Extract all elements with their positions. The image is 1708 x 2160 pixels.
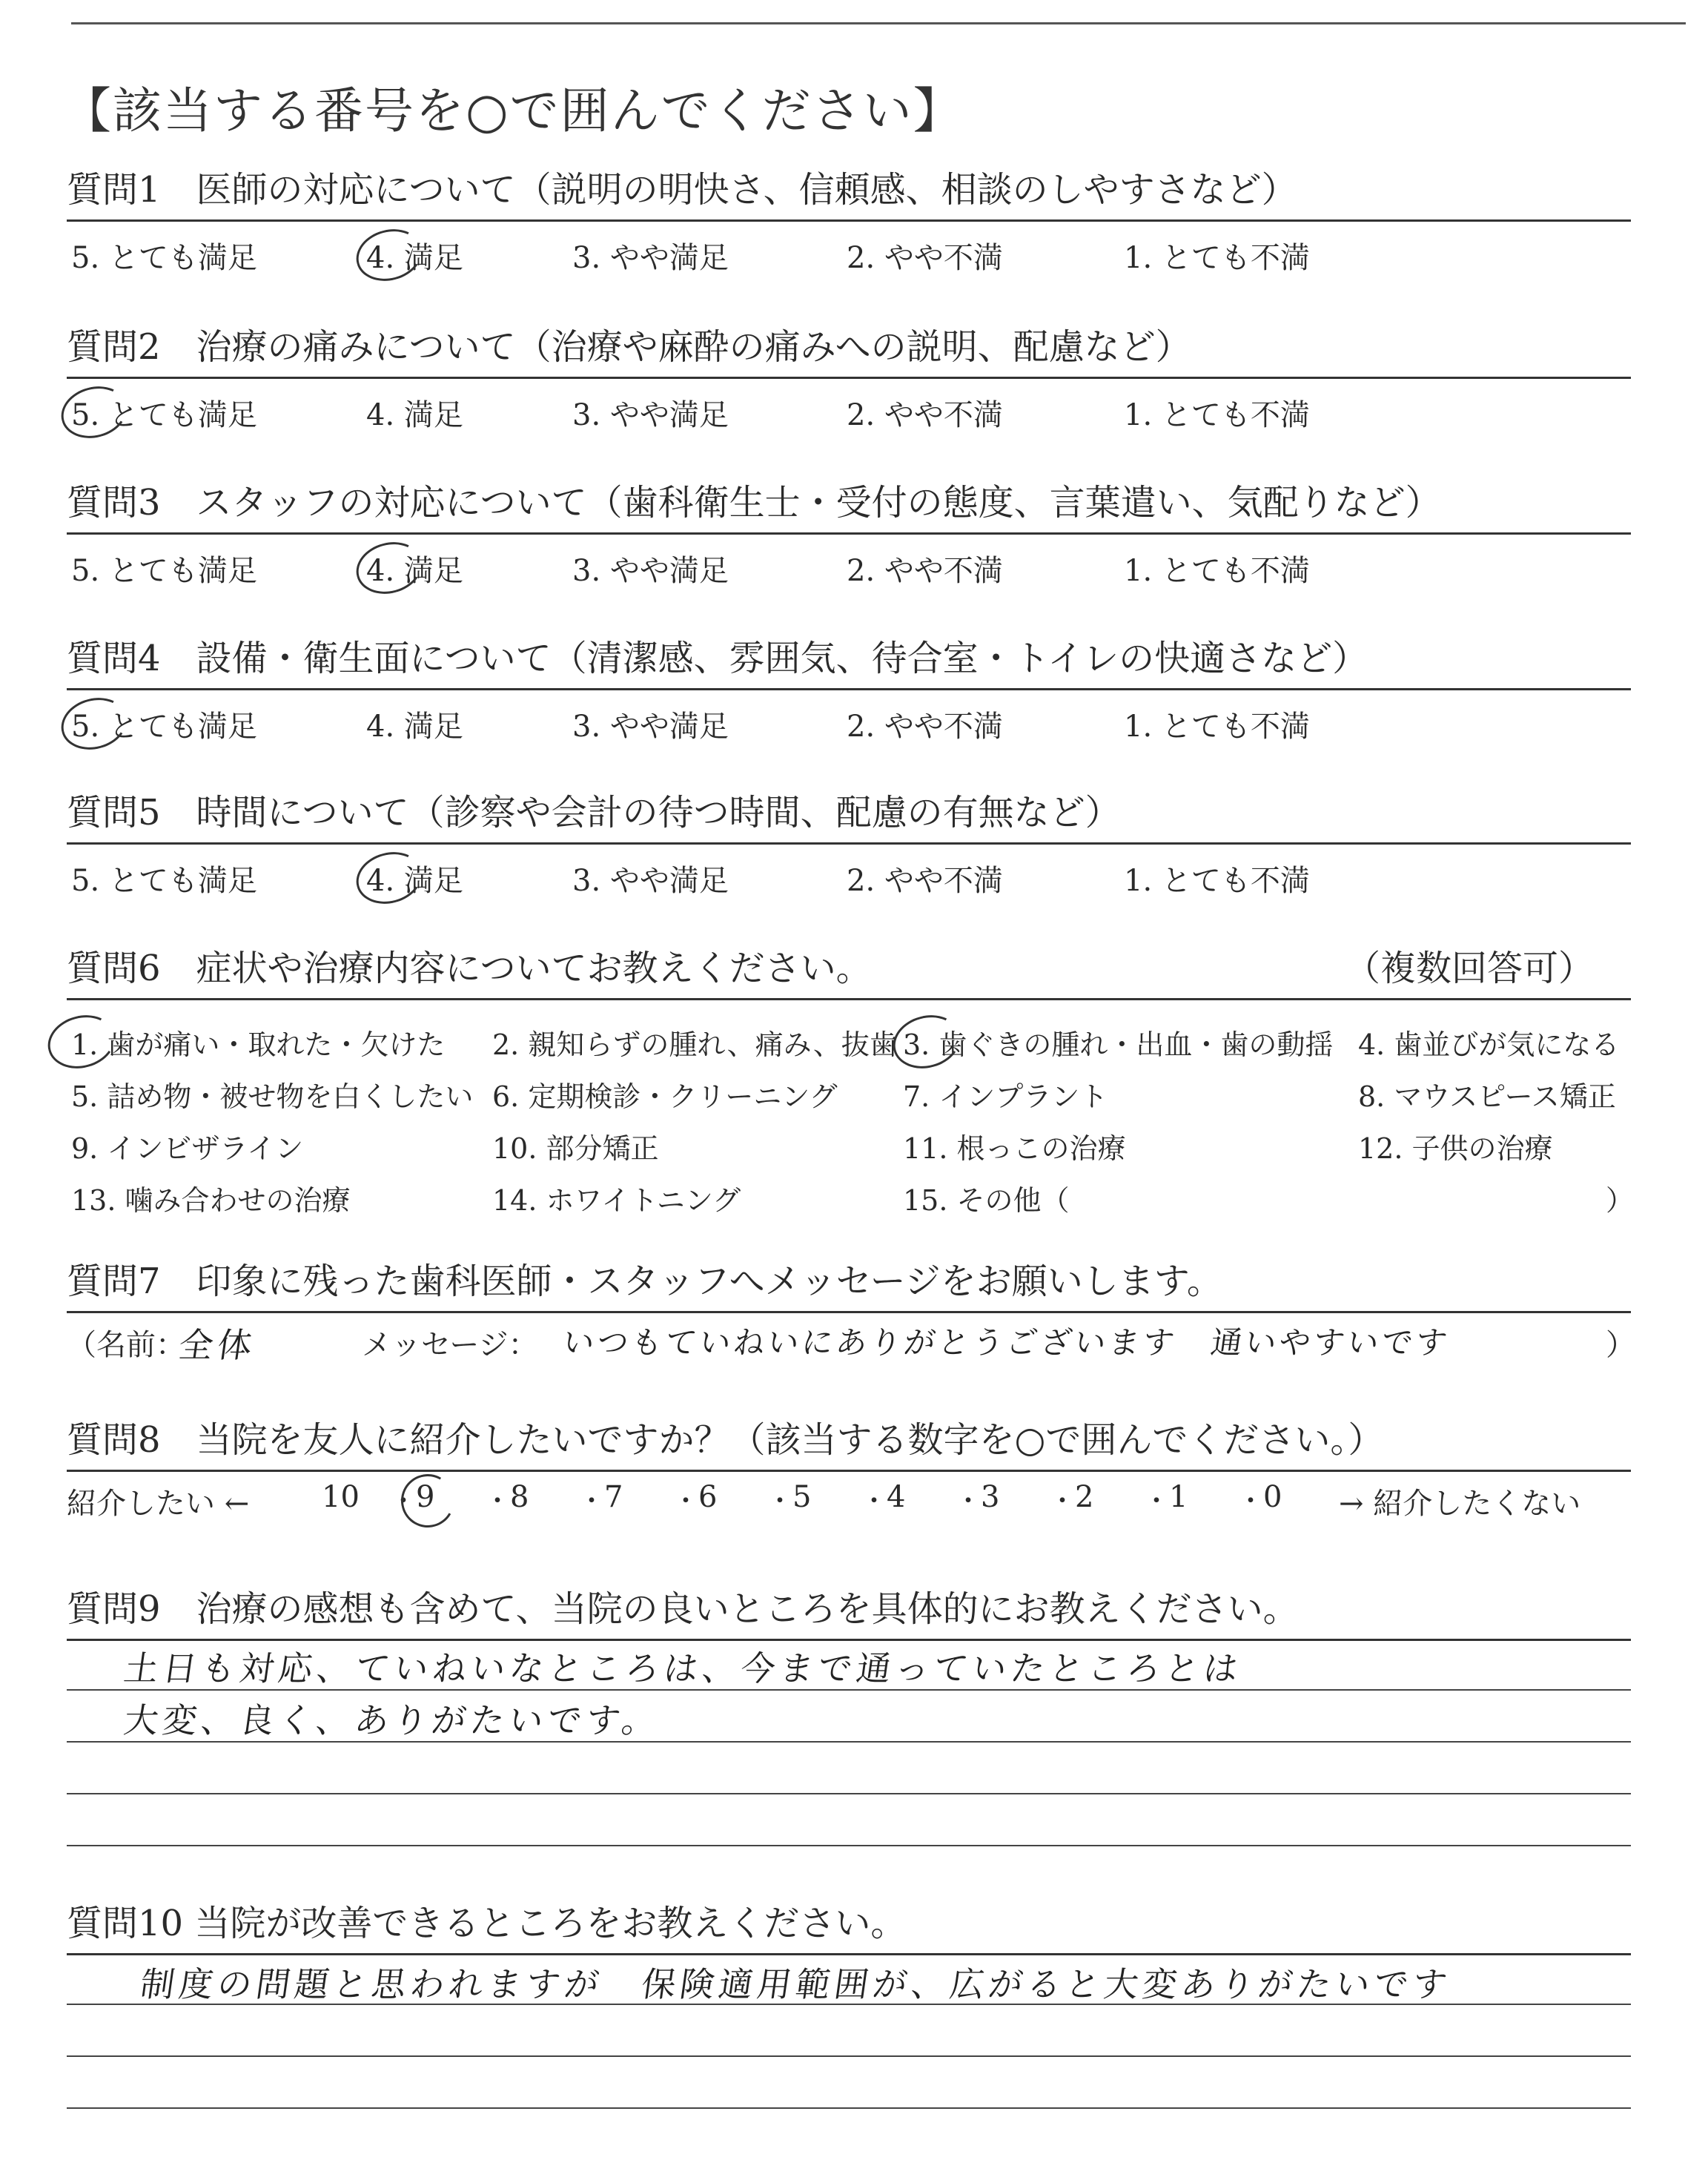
rating-option: 2. やや不満 — [847, 554, 1003, 588]
rule — [67, 688, 1631, 690]
symptom-option: 13. 噛み合わせの治療 — [71, 1184, 351, 1217]
rating-option: 5. とても満足 — [71, 864, 257, 898]
answer-line — [67, 2055, 1631, 2057]
symptom-option: 10. 部分矯正 — [492, 1132, 659, 1165]
multiple-answers-note: （複数回答可） — [1344, 948, 1594, 989]
answer-circle — [56, 380, 133, 446]
question-5 — [67, 785, 1623, 839]
rule — [67, 532, 1631, 535]
scale-separator: ・ — [955, 1486, 982, 1516]
scale-number: 5 — [792, 1480, 812, 1514]
symptom-option: 3. 歯ぐきの腫れ・出血・歯の動揺 — [903, 1028, 1334, 1061]
scale-number: 3 — [981, 1480, 1000, 1514]
rating-option: 2. やや不満 — [847, 710, 1003, 744]
answer-line — [67, 1793, 1631, 1794]
handwritten-message: いつもていねいにありがとうございます 通いやすいです — [560, 1324, 1453, 1361]
question-9 — [67, 1581, 1623, 1636]
rating-option: 4. 満足 — [366, 398, 463, 432]
scale-separator: ・ — [390, 1486, 417, 1516]
rule — [67, 1639, 1631, 1641]
form-header: 【該当する番号を○で囲んでください】 — [62, 82, 964, 139]
handwritten-name: 全体 — [176, 1325, 259, 1365]
scale-separator: ・ — [672, 1486, 700, 1516]
scale-number: 10 — [322, 1480, 360, 1514]
close-paren: ） — [1606, 1328, 1635, 1362]
rating-option: 1. とても不満 — [1124, 554, 1310, 588]
question-1 — [67, 162, 1623, 217]
symptom-option: 6. 定期検診・クリーニング — [492, 1080, 838, 1113]
top-border — [71, 22, 1686, 24]
scale-separator: ・ — [1049, 1486, 1076, 1516]
scale-separator: ・ — [1237, 1486, 1265, 1516]
answer-line — [67, 1845, 1631, 1846]
rating-option: 4. 満足 — [366, 710, 463, 744]
handwritten-answer-line: 土日も対応、ていねいなところは、今まで通っていたところとは — [121, 1648, 1245, 1688]
symptom-option: 7. インプラント — [903, 1080, 1108, 1113]
rating-option: 1. とても不満 — [1124, 241, 1310, 275]
rule — [67, 1470, 1631, 1472]
question-10 — [67, 1895, 1623, 1950]
rating-option: 2. やや不満 — [847, 398, 1003, 432]
question-title: 質問5 時間について（診察や会計の待つ時間、配慮の有無など） — [67, 792, 1121, 833]
answer-line — [67, 2107, 1631, 2109]
answer-circle — [351, 535, 428, 601]
question-8 — [67, 1412, 1623, 1467]
symptom-option: 8. マウスピース矯正 — [1358, 1080, 1616, 1113]
recommend-label: 紹介したい ← — [67, 1487, 250, 1521]
rating-option: 1. とても不満 — [1124, 864, 1310, 898]
scale-number: 2 — [1075, 1480, 1094, 1514]
rating-option: 4. 満足 — [366, 554, 463, 588]
rule — [67, 842, 1631, 845]
question-6-title-row — [67, 940, 1623, 995]
question-title: 質問8 当院を友人に紹介したいですか？（該当する数字を○で囲んでください。） — [67, 1419, 1384, 1461]
question-title: 質問7 印象に残った歯科医師・スタッフへメッセージをお願いします。 — [67, 1261, 1222, 1302]
rule — [67, 1311, 1631, 1313]
question-title: 質問2 治療の痛みについて（治療や麻酔の痛みへの説明、配慮など） — [67, 326, 1191, 368]
answer-circle — [351, 845, 428, 911]
scale-number: 4 — [887, 1480, 906, 1514]
rating-option: 3. やや満足 — [572, 398, 729, 432]
name-label: （名前： — [67, 1328, 185, 1362]
rule — [67, 377, 1631, 379]
answer-circle — [887, 1008, 967, 1075]
scale-separator: ・ — [484, 1486, 512, 1516]
question-3 — [67, 475, 1623, 529]
rating-option: 3. やや満足 — [572, 864, 729, 898]
not-recommend-label: → 紹介したくない — [1339, 1487, 1581, 1521]
answer-circle — [56, 691, 133, 757]
scale-separator: ・ — [1143, 1486, 1171, 1516]
symptom-option: 11. 根っこの治療 — [903, 1132, 1126, 1165]
question-4 — [67, 630, 1623, 685]
question-title: 質問9 治療の感想も含めて、当院の良いところを具体的にお教えください。 — [67, 1588, 1299, 1630]
question-title: 質問3 スタッフの対応について（歯科衛生士・受付の態度、言葉遣い、気配りなど） — [67, 482, 1441, 524]
question-title: 質問10 当院が改善できるところをお教えください。 — [67, 1903, 907, 1944]
symptom-option: 5. 詰め物・被せ物を白くしたい — [71, 1080, 474, 1113]
rating-option: 4. 満足 — [366, 241, 463, 275]
symptom-option: 1. 歯が痛い・取れた・欠けた — [71, 1028, 446, 1061]
symptom-option: 4. 歯並びが気になる — [1358, 1028, 1620, 1061]
scale-separator: ・ — [578, 1486, 606, 1516]
scale-number: 6 — [698, 1480, 718, 1514]
rule — [67, 998, 1631, 1000]
rule — [67, 219, 1631, 222]
rating-option: 1. とても不満 — [1124, 398, 1310, 432]
rating-option: 1. とても不満 — [1124, 710, 1310, 744]
answer-circle — [351, 222, 428, 288]
rule — [67, 1953, 1631, 1955]
message-label: メッセージ： — [362, 1328, 538, 1362]
handwritten-answer-line: 制度の問題と思われますが 保険適用範囲が、広がると大変ありがたいです — [137, 1964, 1454, 2004]
rating-option: 2. やや不満 — [847, 864, 1003, 898]
rating-option: 5. とても満足 — [71, 398, 257, 432]
scale-number: 8 — [510, 1480, 529, 1514]
rating-option: 3. やや満足 — [572, 554, 729, 588]
question-7 — [67, 1253, 1623, 1308]
scale-number: 9 — [416, 1480, 435, 1514]
question-6 — [67, 940, 1623, 995]
question-title: 質問4 設備・衛生面について（清潔感、雰囲気、待合室・トイレの快適さなど） — [67, 638, 1368, 679]
question-2 — [67, 319, 1623, 374]
handwritten-answer-line: 大変、良く、ありがたいです。 — [121, 1700, 663, 1740]
rating-option: 5. とても満足 — [71, 710, 257, 744]
symptom-option: 12. 子供の治療 — [1358, 1132, 1553, 1165]
rating-option: 5. とても満足 — [71, 554, 257, 588]
scale-separator: ・ — [767, 1486, 794, 1516]
rating-option: 3. やや満足 — [572, 710, 729, 744]
symptom-option: 9. インビザライン — [71, 1132, 304, 1165]
scale-number: 7 — [604, 1480, 623, 1514]
scale-number: 0 — [1263, 1480, 1282, 1514]
rating-option: 5. とても満足 — [71, 241, 257, 275]
symptom-option: 2. 親知らずの腫れ、痛み、抜歯 — [492, 1028, 898, 1061]
close-paren: ） — [1606, 1184, 1635, 1217]
rating-option: 3. やや満足 — [572, 241, 729, 275]
question-title: 質問6 症状や治療内容についてお教えください。 — [67, 948, 872, 989]
scale-number: 1 — [1169, 1480, 1188, 1514]
answer-circle — [395, 1468, 460, 1533]
symptom-option: 14. ホワイトニング — [492, 1184, 741, 1217]
rating-option: 2. やや不満 — [847, 241, 1003, 275]
answer-circle — [42, 1008, 122, 1075]
question-title: 質問1 医師の対応について（説明の明快さ、信頼感、相談のしやすさなど） — [67, 169, 1297, 211]
scale-separator: ・ — [861, 1486, 888, 1516]
symptom-option: 15. その他（ — [903, 1184, 1070, 1217]
rating-option: 4. 満足 — [366, 864, 463, 898]
